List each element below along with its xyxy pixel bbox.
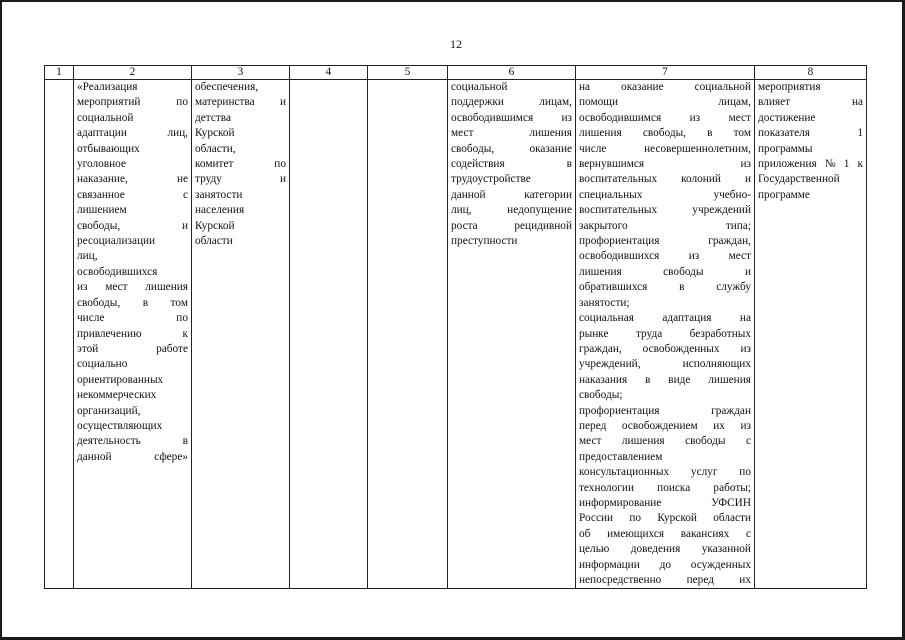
- cell-text-line: мероприятий по: [77, 96, 188, 109]
- cell-text-line: «Реализация: [77, 81, 138, 93]
- cell-text-line: помощи лицам,: [579, 96, 751, 109]
- cell-text-line: специальных учебно-: [579, 188, 751, 201]
- column-header: 2: [74, 66, 192, 80]
- cell-text-line: вернувшимся из: [579, 158, 751, 171]
- cell-text-line: свободы, в том: [77, 296, 188, 309]
- cell-text-line: на оказание социальной: [579, 81, 751, 93]
- cell-text-line: свободы;: [579, 389, 623, 402]
- cell-text-line: области,: [195, 142, 236, 155]
- cell-text-line: России по Курской области: [579, 512, 751, 525]
- page-number: 12: [450, 37, 462, 51]
- cell-executors: [192, 80, 290, 589]
- cell-text-line: приложения № 1 к: [758, 158, 863, 171]
- cell-text-line: освободившимся из: [451, 111, 572, 124]
- column-header: 5: [368, 66, 448, 80]
- cell-text-line: отбывающих: [77, 142, 140, 155]
- cell-expected-result: [448, 80, 576, 589]
- cell-text-line: обеспечения,: [195, 81, 259, 93]
- cell-text-line: комитет по: [195, 158, 286, 171]
- cell-text-line: связанное с: [77, 188, 188, 201]
- cell-text-line: влияет на: [758, 96, 863, 109]
- cell-text-line: программе: [758, 188, 810, 201]
- cell-text-line: освободившимся из мест: [579, 111, 751, 124]
- cell-text-line: детства: [195, 111, 231, 124]
- cell-text-line: обратившихся в службу: [579, 281, 751, 294]
- cell-col4: [290, 80, 368, 589]
- cell-text-line: лишения свободы, в том: [579, 127, 751, 140]
- cell-text-line: консультационных услуг по: [579, 466, 751, 479]
- cell-col5: [368, 80, 448, 589]
- cell-text-line: социально: [77, 358, 128, 371]
- scan-border-left: [0, 0, 2, 640]
- cell-text-line: освободившихся из мест: [579, 250, 751, 263]
- cell-number: [45, 80, 74, 589]
- cell-text-line: деятельность в: [77, 435, 188, 448]
- cell-text-line: мероприятия: [758, 81, 821, 93]
- cell-text-line: перед освобождением их из: [579, 419, 751, 432]
- cell-text-line: предоставлением: [579, 450, 663, 463]
- cell-text-line: программы: [758, 142, 813, 155]
- cell-text-line: адаптации лиц,: [77, 127, 188, 140]
- cell-text-line: материнства и: [195, 96, 286, 109]
- column-header: 1: [45, 66, 74, 80]
- cell-text-line: ресоциализации: [77, 235, 156, 248]
- cell-text-line: освободившихся: [77, 265, 158, 278]
- cell-text-line: преступности: [451, 235, 518, 248]
- cell-text-line: социальная адаптация на: [579, 312, 751, 325]
- cell-text-line: занятости: [195, 188, 243, 201]
- cell-text-line: социальной: [451, 81, 508, 93]
- cell-text-line: свободы, и: [77, 219, 188, 232]
- cell-text-line: Государственной: [758, 173, 840, 186]
- cell-text-line: числе несовершеннолетним,: [579, 142, 751, 155]
- cell-text-line: рынке труда безработных: [579, 327, 751, 340]
- column-header: 6: [448, 66, 576, 80]
- cell-text-line: непосредственно перед их: [579, 574, 751, 586]
- cell-text-line: технологии поиска работы;: [579, 481, 751, 494]
- cell-text-line: социальной: [77, 111, 134, 124]
- cell-text-line: профориентация граждан: [579, 404, 751, 417]
- cell-text-line: граждан, освобожденных из: [579, 342, 751, 355]
- column-header: 3: [192, 66, 290, 80]
- cell-text-line: об имеющихся вакансиях с: [579, 527, 751, 540]
- cell-text-line: лиц, недопущение: [451, 204, 572, 217]
- cell-text-line: населения: [195, 204, 245, 217]
- cell-text-line: занятости;: [579, 296, 630, 309]
- cell-text-line: информирование УФСИН: [579, 496, 751, 509]
- cell-text-line: ориентированных: [77, 373, 164, 386]
- cell-text-line: целью доведения указанной: [579, 543, 751, 556]
- cell-text-line: мест лишения свободы с: [579, 435, 751, 448]
- scan-border-top: [0, 0, 905, 2]
- cell-text-line: воспитательных учреждений: [579, 204, 751, 217]
- table-row: [45, 80, 867, 589]
- cell-text-line: из мест лишения: [77, 281, 188, 294]
- cell-text-line: воспитательных колоний и: [579, 173, 751, 186]
- cell-text-line: содействия в: [451, 158, 572, 171]
- cell-text-line: трудоустройстве: [451, 173, 531, 186]
- column-header: 4: [290, 66, 368, 80]
- column-header: 7: [576, 66, 755, 80]
- cell-indicator-link: [755, 80, 867, 589]
- cell-measure-name: [74, 80, 192, 589]
- cell-text-line: данной сфере»: [77, 450, 188, 463]
- cell-text-line: области: [195, 235, 233, 248]
- cell-text-line: профориентация граждан,: [579, 235, 751, 248]
- cell-text-line: наказания в виде лишения: [579, 373, 751, 386]
- cell-text-line: свободы, оказание: [451, 142, 572, 155]
- measures-table: [44, 65, 867, 589]
- cell-text-line: привлечению к: [77, 327, 188, 340]
- column-header: 8: [755, 66, 867, 80]
- cell-text-line: лиц,: [77, 250, 98, 263]
- cell-text-line: наказание, не: [77, 173, 188, 186]
- cell-text-line: лишением: [77, 204, 127, 217]
- cell-text-line: осуществляющих: [77, 419, 163, 432]
- cell-text-line: показателя 1: [758, 127, 863, 140]
- cell-text-line: достижение: [758, 111, 816, 124]
- cell-text-line: данной категории: [451, 188, 572, 201]
- table-header-row: [45, 66, 867, 80]
- cell-text-line: Курской: [195, 127, 235, 140]
- cell-text-line: труду и: [195, 173, 286, 186]
- cell-text-line: организаций,: [77, 404, 141, 417]
- cell-text-line: числе по: [77, 312, 188, 325]
- cell-text-line: поддержки лицам,: [451, 96, 572, 109]
- cell-text-line: лишения свободы и: [579, 265, 751, 278]
- cell-text-line: Курской: [195, 219, 235, 232]
- cell-text-line: учреждений, исполняющих: [579, 358, 751, 371]
- cell-text-line: информации до осужденных: [579, 558, 751, 571]
- cell-text-line: роста рецидивной: [451, 219, 572, 232]
- cell-text-line: мест лишения: [451, 127, 572, 140]
- cell-text-line: закрытого типа;: [579, 219, 751, 232]
- cell-main-directions: [576, 80, 755, 589]
- cell-text-line: некоммерческих: [77, 389, 157, 402]
- cell-text-line: уголовное: [77, 158, 126, 171]
- cell-text-line: этой работе: [77, 342, 188, 355]
